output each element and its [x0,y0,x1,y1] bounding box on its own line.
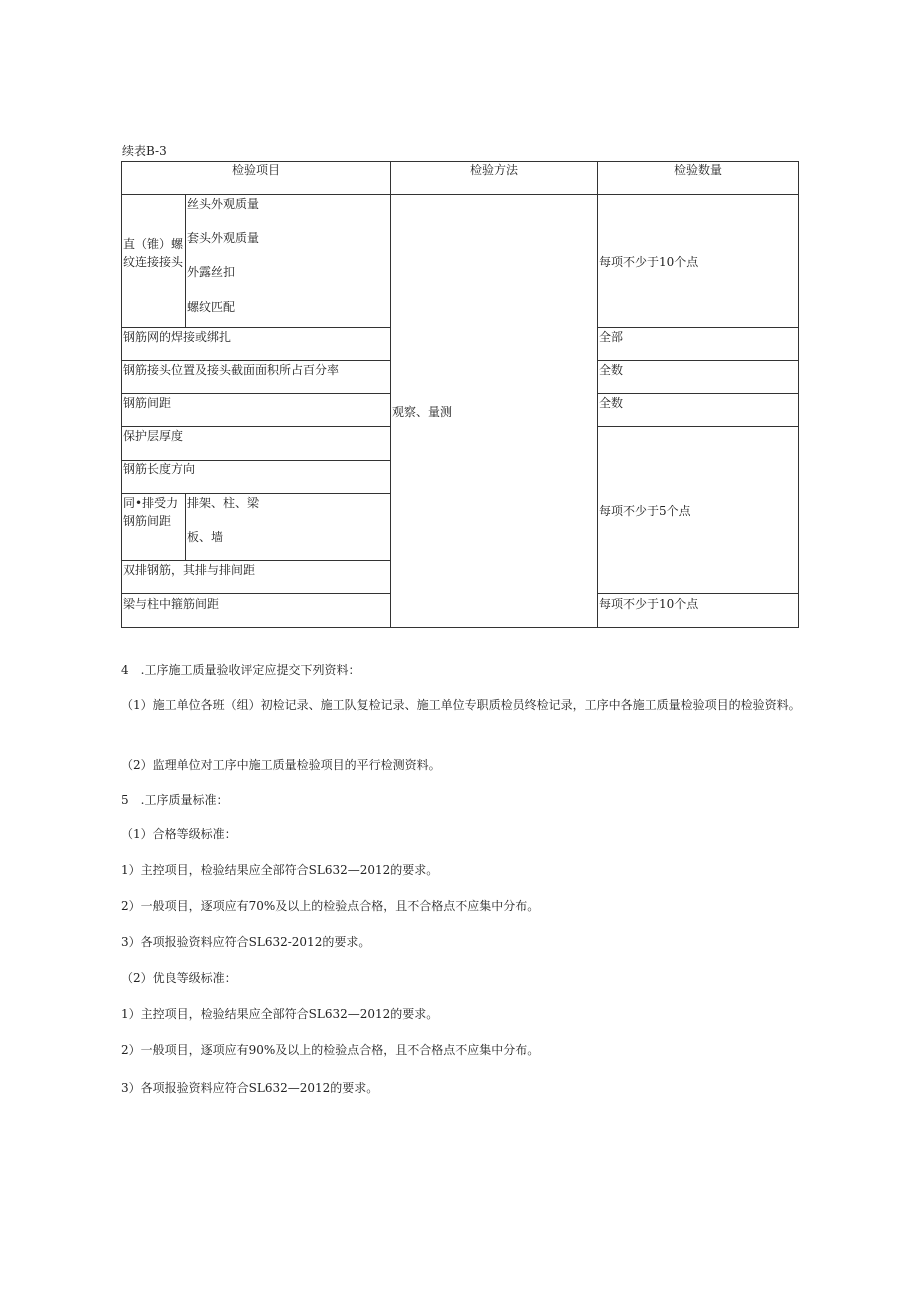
paragraph: （1）施工单位各班（组）初检记录、施工队复检记录、施工单位专职质检员终检记录，工序中各施工质量检验项目的检验资料。 [121,698,801,712]
table-row-label: 钢筋长度方向 [123,462,196,476]
table-row-label: 钢筋网的焊接或绑扎 [123,330,232,344]
paragraph: 1）主控项目，检验结果应全部符合SL632—2012的要求。 [121,1007,439,1021]
spacing-group-label: 同•排受力钢筋间距 [123,496,179,528]
table-caption: 续表B-3 [122,144,167,158]
header-method: 检验方法 [469,163,518,177]
table-row-label: 保护层厚度 [123,429,184,443]
method-cell: 观察、量测 [392,405,453,419]
section-heading: 4 .工序施工质量验收评定应提交下列资料： [121,663,361,677]
thread-subitem: 丝头外观质量 [187,197,260,211]
subheading: （2）优良等级标准： [121,971,237,985]
paragraph: 2）一般项目，逐项应有70%及以上的检验点合格，且不合格点不应集中分布。 [121,899,540,913]
paragraph: 1）主控项目，检验结果应全部符合SL632—2012的要求。 [121,863,439,877]
thread-joint-label: 直（锥）螺纹连接接头 [123,237,184,269]
spacing-subitem: 排架、柱、梁 [187,496,260,510]
quantity-cell: 全部 [599,330,624,344]
paragraph: 3）各项报验资料应符合SL632—2012的要求。 [121,1081,379,1095]
header-quantity: 检验数量 [673,163,722,177]
table-row-label: 钢筋间距 [123,396,172,410]
paragraph: 3）各项报验资料应符合SL632-2012的要求。 [121,935,371,949]
quantity-cell: 全数 [599,363,624,377]
table-row-label: 梁与柱中箍筋间距 [123,597,220,611]
table-row-label: 钢筋接头位置及接头截面面积所占百分率 [123,363,340,377]
table-row-label: 双排钢筋，其排与排间距 [123,563,256,577]
section-heading: 5 .工序质量标准： [121,793,229,807]
quantity-cell: 每项不少于10个点 [599,597,699,611]
paragraph: 2）一般项目，逐项应有90%及以上的检验点合格，且不合格点不应集中分布。 [121,1043,540,1057]
header-item: 检验项目 [231,163,280,177]
spacing-subitem: 板、墙 [187,530,224,544]
quantity-cell: 每项不少于10个点 [599,255,699,269]
paragraph: （2）监理单位对工序中施工质量检验项目的平行检测资料。 [121,758,441,772]
quantity-cell: 每项不少于5个点 [599,504,691,518]
thread-subitem: 外露丝扣 [187,265,236,279]
thread-subitem: 螺纹匹配 [187,300,236,314]
quantity-cell: 全数 [599,396,624,410]
subheading: （1）合格等级标准： [121,827,237,841]
thread-subitem: 套头外观质量 [187,231,260,245]
